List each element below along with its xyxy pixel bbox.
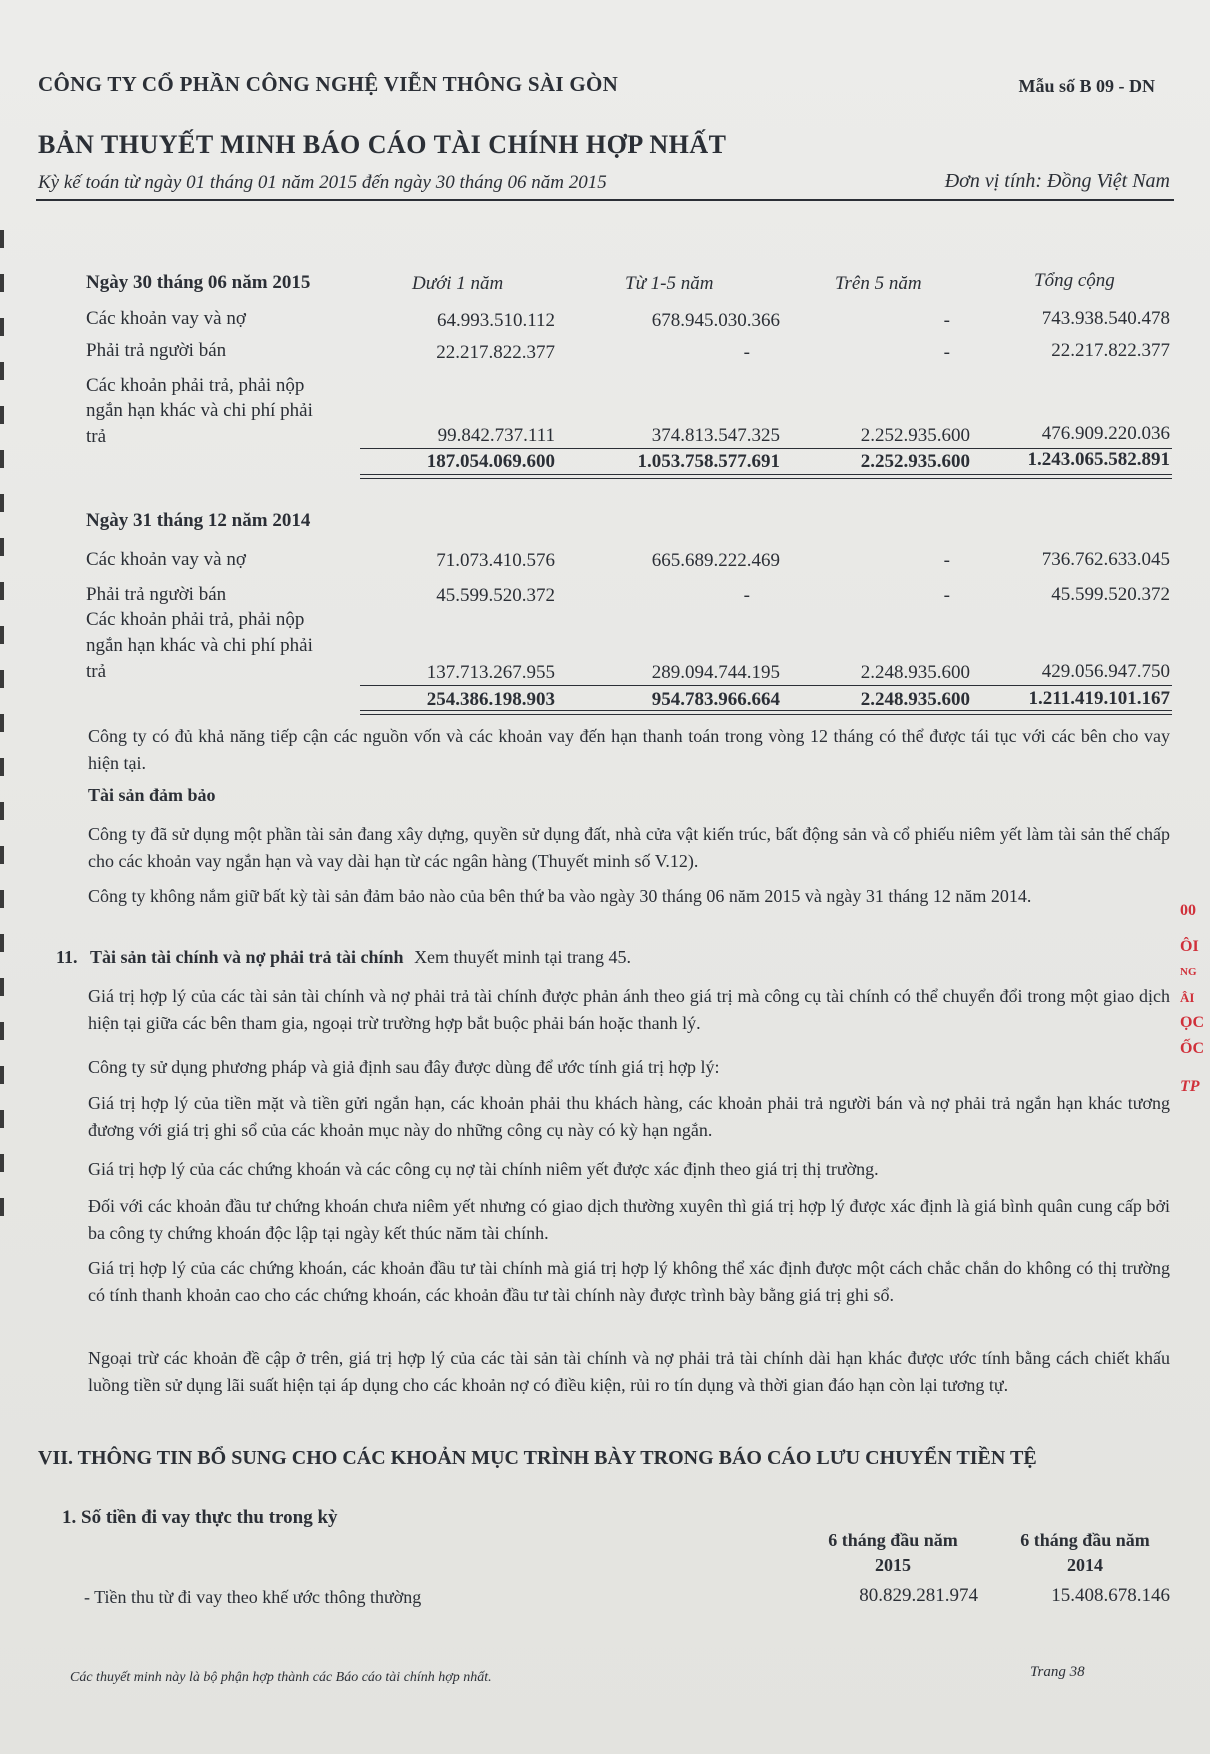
table-cell: 99.842.737.111 <box>437 425 555 446</box>
table-cell: - <box>943 342 950 363</box>
borrowings-heading: 1. Số tiền đi vay thực thu trong kỳ <box>62 1507 338 1528</box>
stamp-fragment: 00 <box>1180 902 1196 919</box>
stamp-fragment: ỐC <box>1180 1040 1204 1057</box>
stamp-fragment: TP <box>1180 1078 1200 1095</box>
table-cell: 743.938.540.478 <box>1041 308 1170 329</box>
total-cell: 954.783.966.664 <box>651 689 780 710</box>
table-cell: 289.094.744.195 <box>651 662 780 683</box>
col-header-2015-line2: 2015 <box>875 1555 911 1575</box>
page-number: Trang 38 <box>1030 1664 1085 1680</box>
table-cell: 665.689.222.469 <box>651 550 780 571</box>
table-cell: 2.248.935.600 <box>860 662 970 683</box>
total-double-rule <box>360 478 1172 479</box>
total-cell: 1.211.419.101.167 <box>1028 688 1170 709</box>
header-rule <box>36 199 1174 201</box>
paragraph-methods: Công ty sử dụng phương pháp và giả định sau đây được dùng để ước tính giá trị hợp lý: <box>88 1057 720 1077</box>
form-code: Mẫu số B 09 - DN <box>1018 76 1155 96</box>
table-cell: 429.056.947.750 <box>1041 661 1170 682</box>
stamp-fragment: ỌC <box>1180 1014 1204 1031</box>
currency-unit: Đơn vị tính: Đồng Việt Nam <box>944 170 1170 192</box>
row-label: trả <box>86 661 107 682</box>
borrowings-2014-value: 15.408.678.146 <box>1051 1585 1170 1606</box>
total-cell: 187.054.069.600 <box>426 451 555 472</box>
table-cell: 137.713.267.955 <box>426 662 555 683</box>
company-name: CÔNG TY CỔ PHẦN CÔNG NGHỆ VIỄN THÔNG SÀI GÒN <box>38 72 619 96</box>
total-double-rule <box>360 474 1172 475</box>
table-cell: 476.909.220.036 <box>1041 423 1170 444</box>
table-cell: 374.813.547.325 <box>651 425 780 446</box>
paragraph-collateral-pledged: Công ty đã sử dụng một phần tài sản đang xây dựng, quyền sử dụng đất, nhà cửa vật kiến trúc, bất động sản và cổ phiếu niêm yết làm tài sản thế chấp cho các khoản vay ngắn hạn và vay dài hạn từ các ngân hàng (Thuyết minh số V.12). <box>88 824 1170 871</box>
section-vii-title: VII. THÔNG TIN BỔ SUNG CHO CÁC KHOẢN MỤC TRÌNH BÀY TRONG BÁO CÁO LƯU CHUYỂN TIỀN TỆ <box>38 1447 1037 1469</box>
footer-note: Các thuyết minh này là bộ phận hợp thành các Báo cáo tài chính hợp nhất. <box>70 1670 492 1685</box>
stamp-fragment: ÂI <box>1180 990 1195 1005</box>
table-cell: 22.217.822.377 <box>1051 340 1170 361</box>
row-label: Các khoản vay và nợ <box>86 308 246 329</box>
col-header-total: Tổng cộng <box>1034 270 1115 291</box>
col-header-under-1-year: Dưới 1 năm <box>412 273 504 294</box>
col-header-over-5-years: Trên 5 năm <box>835 273 922 294</box>
paragraph-unlisted-securities: Đối với các khoản đầu tư chứng khoán chưa niêm yết nhưng có giao dịch thường xuyên thì giá trị hợp lý được xác định là giá bình quân cung cấp bởi ba công ty chứng khoán độc lập tại ngày kết thúc năm tài chính. <box>88 1196 1170 1243</box>
col-header-2014-line1: 6 tháng đầu năm <box>1020 1530 1150 1550</box>
table-cell: - <box>943 310 950 331</box>
row-label: ngắn hạn khác và chi phí phải <box>86 400 313 421</box>
total-cell: 1.243.065.582.891 <box>1027 449 1170 470</box>
paragraph-collateral-held: Công ty không nắm giữ bất kỳ tài sản đảm bảo nào của bên thứ ba vào ngày 30 tháng 06 năm 2015 và ngày 31 tháng 12 năm 2014. <box>88 886 1032 906</box>
table-cell: 45.599.520.372 <box>1051 584 1170 605</box>
table-cell: 71.073.410.576 <box>436 550 555 571</box>
section-11-heading <box>56 947 631 968</box>
total-cell: 254.386.198.903 <box>426 689 555 710</box>
table-cell: 22.217.822.377 <box>436 342 555 363</box>
section-11-number: 11. <box>56 947 78 967</box>
stamp-fragment: NG <box>1180 966 1197 978</box>
paragraph-short-term-items: Giá trị hợp lý của tiền mặt và tiền gửi ngắn hạn, các khoản phải thu khách hàng, các khoản phải trả người bán và nợ phải trả ngắn hạn khác tương đương với giá trị ghi sổ của các khoản mục này do những công cụ này có kỳ hạn ngắn. <box>88 1093 1170 1140</box>
col-header-2014-line2: 2014 <box>1067 1555 1103 1575</box>
table-cell: - <box>943 585 950 606</box>
table-cell: 64.993.510.112 <box>436 310 555 331</box>
table-cell: - <box>743 342 750 363</box>
reporting-period: Kỳ kế toán từ ngày 01 tháng 01 năm 2015 đến ngày 30 tháng 06 năm 2015 <box>38 172 607 193</box>
paragraph-liquidity: Công ty có đủ khả năng tiếp cận các nguồn vốn và các khoản vay đến hạn thanh toán trong vòng 12 tháng có thể được tái tục với các bên cho vay hiện tại. <box>88 726 1170 773</box>
paragraph-fair-value-definition: Giá trị hợp lý của các tài sản tài chính và nợ phải trả tài chính được phản ánh theo giá trị mà công cụ tài chính có thể chuyển đổi trong một giao dịch hiện tại giữa các bên tham gia, ngoại trừ trường hợp bắt buộc phải bán hoặc thanh lý. <box>88 986 1170 1033</box>
row-label: Các khoản phải trả, phải nộp <box>86 375 305 396</box>
subtotal-rule <box>360 685 1172 686</box>
borrowings-row-label: - Tiền thu từ đi vay theo khế ước thông thường <box>84 1587 422 1607</box>
row-label: trả <box>86 426 107 447</box>
borrowings-2015-value: 80.829.281.974 <box>859 1585 978 1606</box>
table-cell: - <box>943 550 950 571</box>
row-label: Phải trả người bán <box>86 584 227 605</box>
table1-heading: Ngày 30 tháng 06 năm 2015 <box>86 272 311 293</box>
total-cell: 2.248.935.600 <box>860 689 970 710</box>
col-header-2015-line1: 6 tháng đầu năm <box>828 1530 958 1550</box>
paragraph-no-active-market: Giá trị hợp lý của các chứng khoán, các khoản đầu tư tài chính mà giá trị hợp lý không thể xác định được một cách chắc chắn do không có thị trường có tính thanh khoản cao cho các chứng khoán, các khoản đầu tư tài chính này được trình bày bằng giá trị ghi sổ. <box>88 1258 1170 1305</box>
table-cell: - <box>743 585 750 606</box>
table2-heading: Ngày 31 tháng 12 năm 2014 <box>86 510 311 531</box>
row-label: Phải trả người bán <box>86 340 227 361</box>
table-cell: 2.252.935.600 <box>860 425 970 446</box>
table-cell: 45.599.520.372 <box>436 585 555 606</box>
total-cell: 1.053.758.577.691 <box>637 451 780 472</box>
stamp-fragment: ÔI <box>1180 938 1199 955</box>
row-label: ngắn hạn khác và chi phí phải <box>86 635 313 656</box>
total-double-rule <box>360 714 1172 715</box>
binding-edge-marks <box>0 230 4 1230</box>
collateral-heading: Tài sản đảm bảo <box>88 785 216 805</box>
row-label: Các khoản phải trả, phải nộp <box>86 609 305 630</box>
paragraph-discounted-cash-flow: Ngoại trừ các khoản đề cập ở trên, giá trị hợp lý của các tài sản tài chính và nợ phải trả tài chính dài hạn khác được ước tính bằng cách chiết khấu luồng tiền sử dụng lãi suất hiện tại áp dụng cho các khoản nợ có điều kiện, rủi ro tín dụng và thời gian đáo hạn còn lại tương tự. <box>88 1348 1170 1395</box>
table-cell: 678.945.030.366 <box>651 310 780 331</box>
col-header-1-5-years: Từ 1-5 năm <box>625 273 714 294</box>
section-11-reference: Xem thuyết minh tại trang 45. <box>414 947 632 967</box>
total-double-rule <box>360 710 1172 711</box>
report-title: BẢN THUYẾT MINH BÁO CÁO TÀI CHÍNH HỢP NHẤT <box>38 130 727 159</box>
row-label: Các khoản vay và nợ <box>86 549 246 570</box>
paragraph-listed-securities: Giá trị hợp lý của các chứng khoán và các công cụ nợ tài chính niêm yết được xác định theo giá trị thị trường. <box>88 1159 879 1179</box>
section-11-title: Tài sản tài chính và nợ phải trả tài chính <box>90 947 404 967</box>
total-cell: 2.252.935.600 <box>860 451 970 472</box>
table-cell: 736.762.633.045 <box>1041 549 1170 570</box>
